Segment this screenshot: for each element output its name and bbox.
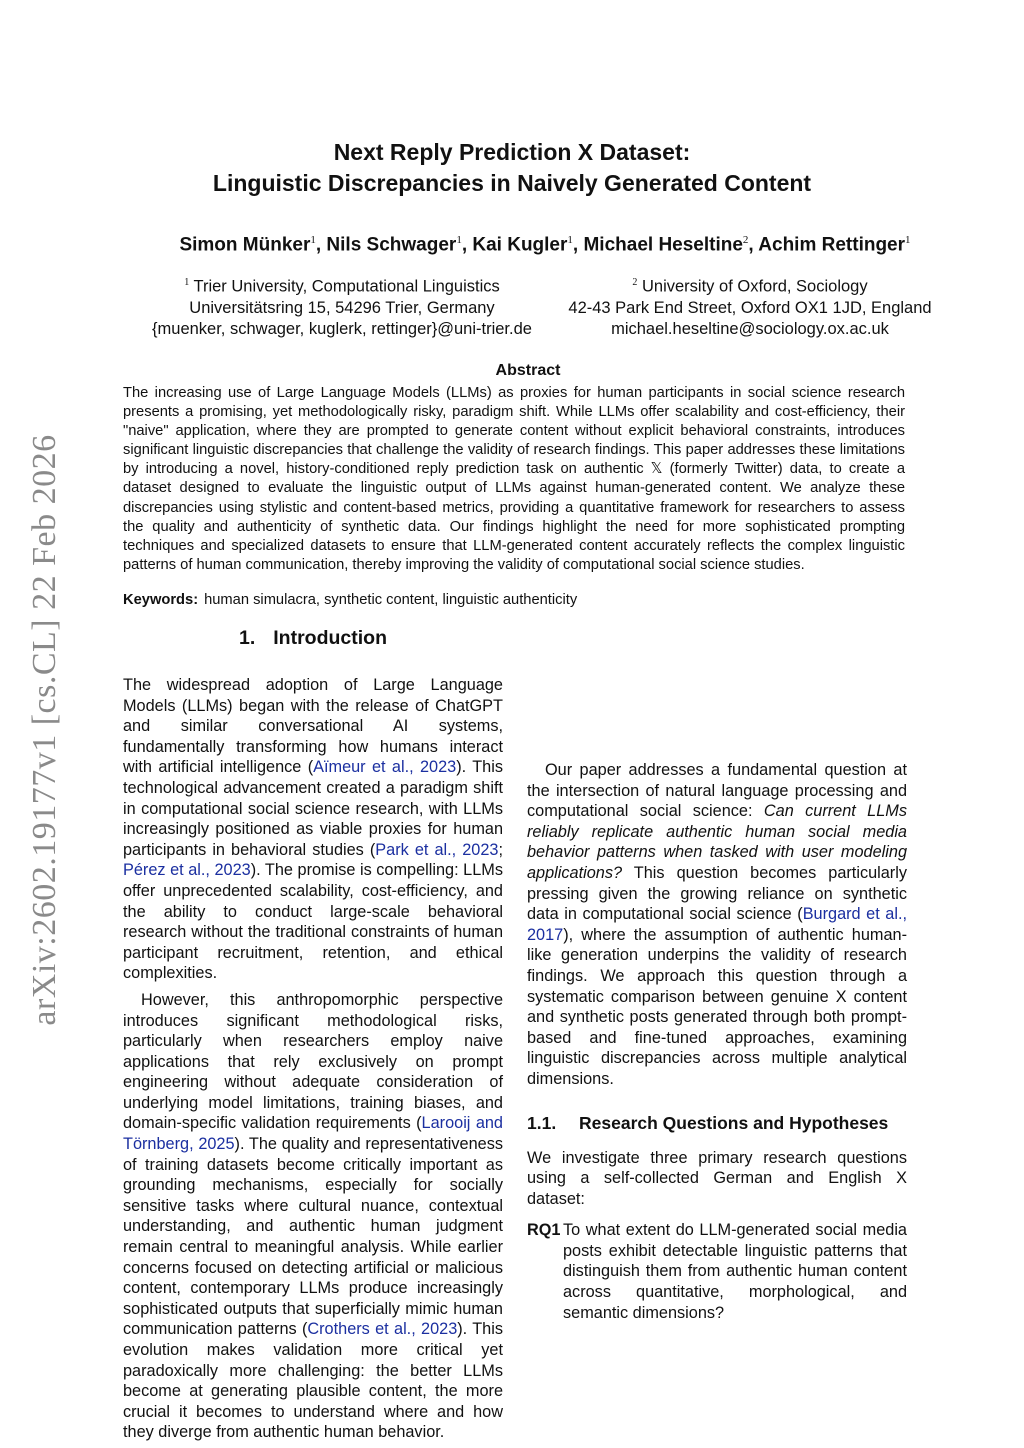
- citation-link[interactable]: Aïmeur et al., 2023: [313, 758, 457, 777]
- affiliation-oxford: [540, 272, 960, 340]
- intro-paragraph-3: Our paper addresses a fundamental question at the intersection of natural language processing and computational social science: Can current LLMs reliably replicate authentic human social media behavior patterns when tasked with user modeling applications? This question becomes particularly pressing given the growing reliance on synthetic data in computational social science (Burgard et al., 2017), where the assumption of authentic human-like generation underpins the validity of research findings. We approach this question through a systematic comparison between genuine X content and synthetic posts generated through both prompt-based and fine-tuned approaches, examining linguistic discrepancies across multiple analytical dimensions.: [527, 761, 907, 1088]
- intro-paragraph-2: However, this anthropomorphic perspective introduces significant methodological risks, particularly when researchers employ naive applications that rely exclusively on prompt engineering without adequate consideration of underlying model limitations, training biases, and domain-specific validation requirements (Larooij and Törnberg, 2025). The quality and representativeness of training datasets become critically important as grounding mechanisms, especially for socially sensitive tasks where cultural nuance, contextual understanding, and authentic human judgment remain central to meaningful analysis. While earlier concerns focused on detecting artificial or malicious content, contemporary LLMs produce increasingly sophisticated outputs that superficially mimic human communication patterns (Crothers et al., 2023). This evolution makes validation more critical yet paradoxically more challenging: the better LLMs become at generating plausible content, the more crucial it becomes to understand where and how they diverge from authentic human behavior.: [123, 990, 503, 1442]
- author-name: Kai Kugler: [472, 234, 568, 256]
- abstract-heading: Abstract: [495, 362, 561, 379]
- citation-link[interactable]: Pérez et al., 2023: [123, 861, 251, 880]
- title-line-2: Linguistic Discrepancies in Naively Generated Content: [212, 170, 812, 196]
- author-affiliation-mark: 1: [905, 234, 911, 246]
- keywords-label: Keywords:: [123, 592, 199, 608]
- citation-link[interactable]: Larooij and Törnberg, 2025: [123, 1114, 503, 1154]
- affiliation-number: 1: [184, 277, 190, 288]
- paper-title: [0, 137, 1024, 199]
- author-affiliation-mark: 1: [567, 234, 573, 246]
- affiliation-institution: University of Oxford, Sociology: [642, 277, 868, 296]
- author-name: Nils Schwager: [326, 234, 457, 256]
- section-title: Introduction: [273, 627, 387, 649]
- rq-intro-paragraph: We investigate three primary research questions using a self-collected German and English X dataset:: [527, 1148, 907, 1208]
- section-heading-introduction: [123, 626, 503, 650]
- author-name: Simon Münker: [179, 234, 311, 256]
- arxiv-identifier: arXiv:2602.19177v1 [cs.CL] 22 Feb 2026: [26, 434, 63, 1026]
- section-number: 1.: [239, 627, 256, 649]
- author-affiliation-mark: 2: [742, 234, 749, 246]
- arxiv-sidebar: [14, 430, 76, 1030]
- affiliation-address: Universitätsring 15, 54296 Trier, Germany: [189, 298, 495, 317]
- left-column: [123, 626, 503, 1443]
- rq-label: RQ1: [527, 1221, 561, 1240]
- abstract-body: The increasing use of Large Language Models (LLMs) as proxies for human participants in social science research presents a promising, yet methodologically risky, paradigm shift. While LLMs offer scalability and cost-efficiency, their "naive" application, where they are prompted to generate content without explicit behavioral constraints, introduces significant linguistic discrepancies that challenge the validity of research findings. This paper addresses these limitations by introducing a novel, history-conditioned reply prediction task on authentic 𝕏 (formerly Twitter) data, to create a dataset designed to evaluate the linguistic output of LLMs against human-generated content. We analyze these discrepancies using stylistic and content-based metrics, providing a quantitative framework for researchers to assess the quality and authenticity of synthetic data. Our findings highlight the need for more sophisticated prompting techniques and specialized datasets to ensure that LLM-generated content accurately reflects the complex linguistic patterns of human communication, thereby improving the validity of computational social science studies.: [123, 385, 905, 573]
- research-question-emphasis: Can current LLMs reliably replicate authentic human social media behavior patterns when tasked with user modeling applications?: [527, 802, 907, 882]
- author-name: Michael Heseltine: [583, 234, 743, 256]
- citation-link[interactable]: Park et al., 2023: [375, 840, 499, 859]
- author-affiliation-mark: 1: [456, 234, 462, 246]
- subsection-title: Research Questions and Hypotheses: [579, 1112, 889, 1133]
- affiliation-email: michael.heseltine@sociology.ox.ac.uk: [611, 319, 889, 338]
- affiliation-trier: [122, 272, 562, 340]
- intro-paragraph-1: The widespread adoption of Large Language Models (LLMs) began with the release of ChatGPT and similar conversational AI systems, fundamentally transforming how humans interact with artificial intelligence (Aïmeur et al., 2023). This technological advancement created a paradigm shift in computational social science research, with LLMs increasingly positioned as viable proxies for human participants in behavioral studies (Park et al., 2023; Pérez et al., 2023). The promise is compelling: LLMs offer unprecedented scalability, cost-efficiency, and the ability to conduct large-scale behavioral research without the traditional constraints of human participant recruitment, retention, and ethical complexities.: [123, 676, 503, 983]
- affiliation-institution: Trier University, Computational Linguistics: [193, 277, 500, 296]
- author-list: Simon Münker$^1$, Nils Schwager$^1$, Kai Kugler$^1$, Michael Heseltine$^2$, Achim Rettinger$^1$: [179, 234, 911, 256]
- affiliation-address: 42-43 Park End Street, Oxford OX1 1JD, England: [568, 298, 932, 317]
- keywords-line: [123, 592, 905, 608]
- citation-link[interactable]: Burgard et al., 2017: [527, 905, 907, 944]
- affiliation-number: 2: [632, 277, 638, 288]
- rq-text: To what extent do LLM-generated social media posts exhibit detectable linguistic patterns that distinguish them from authentic human content across quantitative, morphological, and semantic dimensions?: [563, 1221, 907, 1322]
- citation-link[interactable]: Crothers et al., 2023: [307, 1320, 458, 1339]
- author-name: Achim Rettinger: [758, 234, 906, 256]
- keywords-list: human simulacra, synthetic content, linguistic authenticity: [204, 592, 578, 608]
- author-affiliation-mark: 1: [310, 234, 316, 246]
- right-column-continued: [527, 760, 907, 1323]
- research-question-1: [527, 1220, 907, 1323]
- title-line-1: Next Reply Prediction X Dataset:: [333, 139, 691, 165]
- subsection-number: 1.1.: [527, 1112, 557, 1133]
- subsection-heading-research-questions: [527, 1112, 907, 1134]
- affiliation-emails: {muenker, schwager, kuglerk, rettinger}@uni-trier.de: [152, 319, 532, 338]
